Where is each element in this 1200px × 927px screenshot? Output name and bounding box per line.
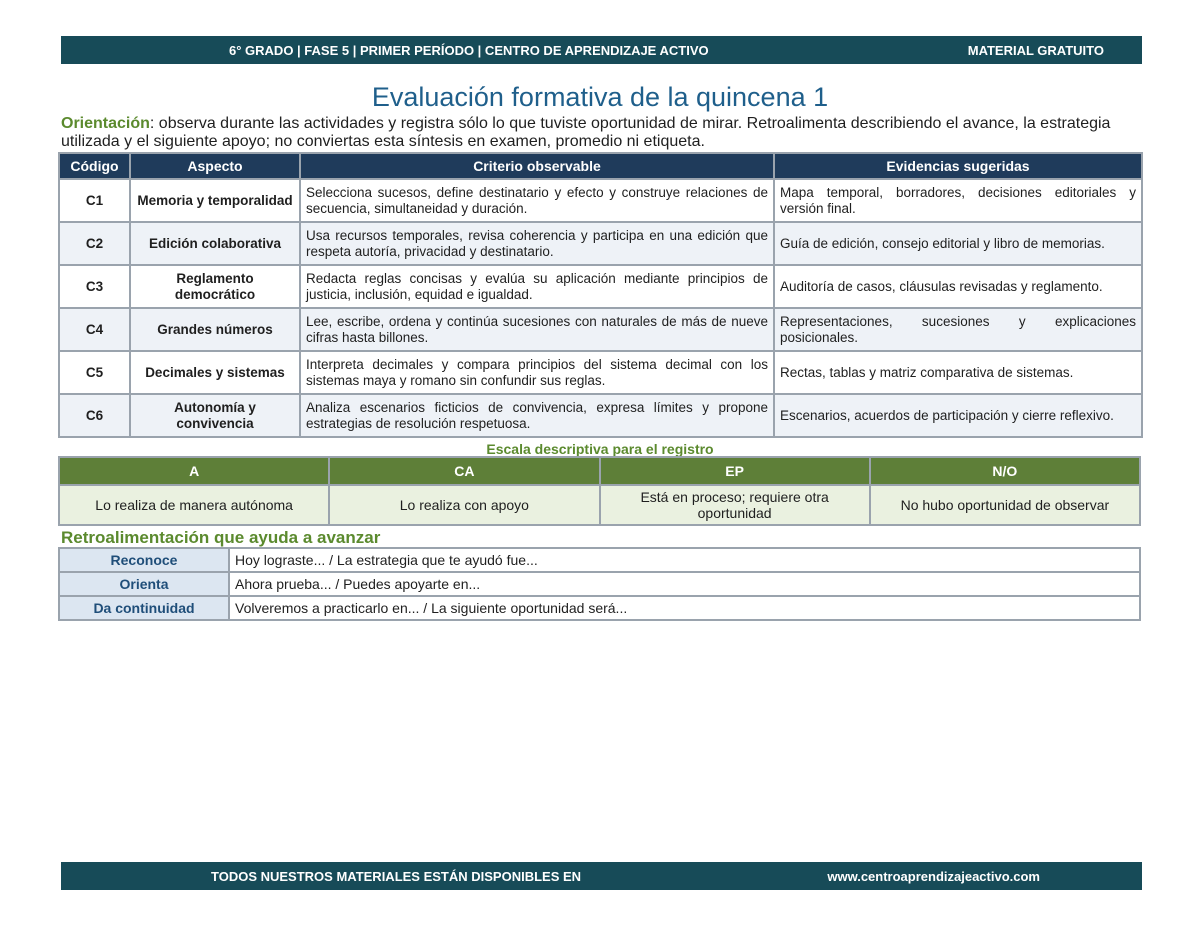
scale-level-no: N/O [870, 457, 1140, 485]
header-criterion: Criterio observable [300, 153, 774, 179]
row-evidence: Mapa temporal, borradores, decisiones editoriales y versión final. [774, 179, 1142, 222]
scale-level-a: A [59, 457, 329, 485]
scale-header-row [59, 457, 1140, 485]
row-aspect: Edición colaborativa [130, 222, 300, 265]
scale-desc-a: Lo realiza de manera autónoma [59, 485, 329, 525]
header-free-material: MATERIAL GRATUITO [967, 43, 1104, 58]
scale-desc-ep: Está en proceso; requiere otra oportunidad [600, 485, 870, 525]
row-aspect: Memoria y temporalidad [130, 179, 300, 222]
row-criterion: Selecciona sucesos, define destinatario y efecto y construye relaciones de secuencia, simultaneidad y duración. [300, 179, 774, 222]
row-code: C5 [59, 351, 130, 394]
orientation-paragraph [61, 115, 1143, 151]
row-evidence: Representaciones, sucesiones y explicaciones posicionales. [774, 308, 1142, 351]
row-aspect: Autonomía y convivencia [130, 394, 300, 437]
row-criterion: Usa recursos temporales, revisa coherencia y participa en una edición que respeta autoría, privacidad y destinatario. [300, 222, 774, 265]
row-aspect: Grandes números [130, 308, 300, 351]
header-code: Código [59, 153, 130, 179]
scale-title: Escala descriptiva para el registro [486, 441, 714, 457]
feedback-label: Orienta [59, 572, 229, 596]
header-evidence: Evidencias sugeridas [774, 153, 1142, 179]
table-row [59, 308, 1142, 351]
row-evidence: Rectas, tablas y matriz comparativa de sistemas. [774, 351, 1142, 394]
feedback-text: Hoy lograste... / La estrategia que te ayudó fue... [229, 548, 1140, 572]
header-band [61, 36, 1142, 64]
scale-level-ca: CA [329, 457, 599, 485]
header-aspect: Aspecto [130, 153, 300, 179]
feedback-row [59, 572, 1140, 596]
feedback-label: Reconoce [59, 548, 229, 572]
scale-table [58, 456, 1141, 526]
scale-description-row [59, 485, 1140, 525]
row-code: C6 [59, 394, 130, 437]
footer-text: TODOS NUESTROS MATERIALES ESTÁN DISPONIBLES EN [211, 869, 582, 884]
row-aspect: Decimales y sistemas [130, 351, 300, 394]
row-criterion: Redacta reglas concisas y evalúa su aplicación mediante principios de justicia, inclusión, equidad e igualdad. [300, 265, 774, 308]
table-row [59, 222, 1142, 265]
row-code: C2 [59, 222, 130, 265]
scale-desc-ca: Lo realiza con apoyo [329, 485, 599, 525]
feedback-row [59, 596, 1140, 620]
row-code: C4 [59, 308, 130, 351]
scale-level-ep: EP [600, 457, 870, 485]
row-criterion: Analiza escenarios ficticios de convivencia, expresa límites y propone estrategias de resolución respetuosa. [300, 394, 774, 437]
evaluation-table [58, 152, 1143, 438]
feedback-title: Retroalimentación que ayuda a avanzar [61, 528, 381, 547]
footer-band [61, 862, 1142, 890]
scale-desc-no: No hubo oportunidad de observar [870, 485, 1140, 525]
orientation-label: Orientación [61, 115, 150, 132]
row-criterion: Interpreta decimales y compara principios del sistema decimal con los sistemas maya y romano sin confundir sus reglas. [300, 351, 774, 394]
feedback-label: Da continuidad [59, 596, 229, 620]
footer-website-link[interactable]: www.centroaprendizajeactivo.com [827, 869, 1040, 884]
table-row [59, 265, 1142, 308]
feedback-row [59, 548, 1140, 572]
evaluation-header-row [59, 153, 1142, 179]
row-code: C3 [59, 265, 130, 308]
row-evidence: Escenarios, acuerdos de participación y cierre reflexivo. [774, 394, 1142, 437]
orientation-text: : observa durante las actividades y registra sólo lo que tuviste oportunidad de mirar. Retroalimenta describiendo el avance, la estrategia utilizada y el siguiente apoyo; no conviertas esta síntesis en examen, promedio ni etiqueta. [61, 115, 1111, 150]
feedback-table [58, 547, 1141, 621]
table-row [59, 351, 1142, 394]
table-row [59, 394, 1142, 437]
header-info: 6° GRADO | FASE 5 | PRIMER PERÍODO | CENTRO DE APRENDIZAJE ACTIVO [229, 43, 709, 58]
table-row [59, 179, 1142, 222]
page-title: Evaluación formativa de la quincena 1 [371, 82, 829, 112]
row-evidence: Auditoría de casos, cláusulas revisadas y reglamento. [774, 265, 1142, 308]
row-criterion: Lee, escribe, ordena y continúa sucesiones con naturales de más de nueve cifras hasta billones. [300, 308, 774, 351]
feedback-text: Volveremos a practicarlo en... / La siguiente oportunidad será... [229, 596, 1140, 620]
row-code: C1 [59, 179, 130, 222]
feedback-text: Ahora prueba... / Puedes apoyarte en... [229, 572, 1140, 596]
row-aspect: Reglamento democrático [130, 265, 300, 308]
row-evidence: Guía de edición, consejo editorial y libro de memorias. [774, 222, 1142, 265]
